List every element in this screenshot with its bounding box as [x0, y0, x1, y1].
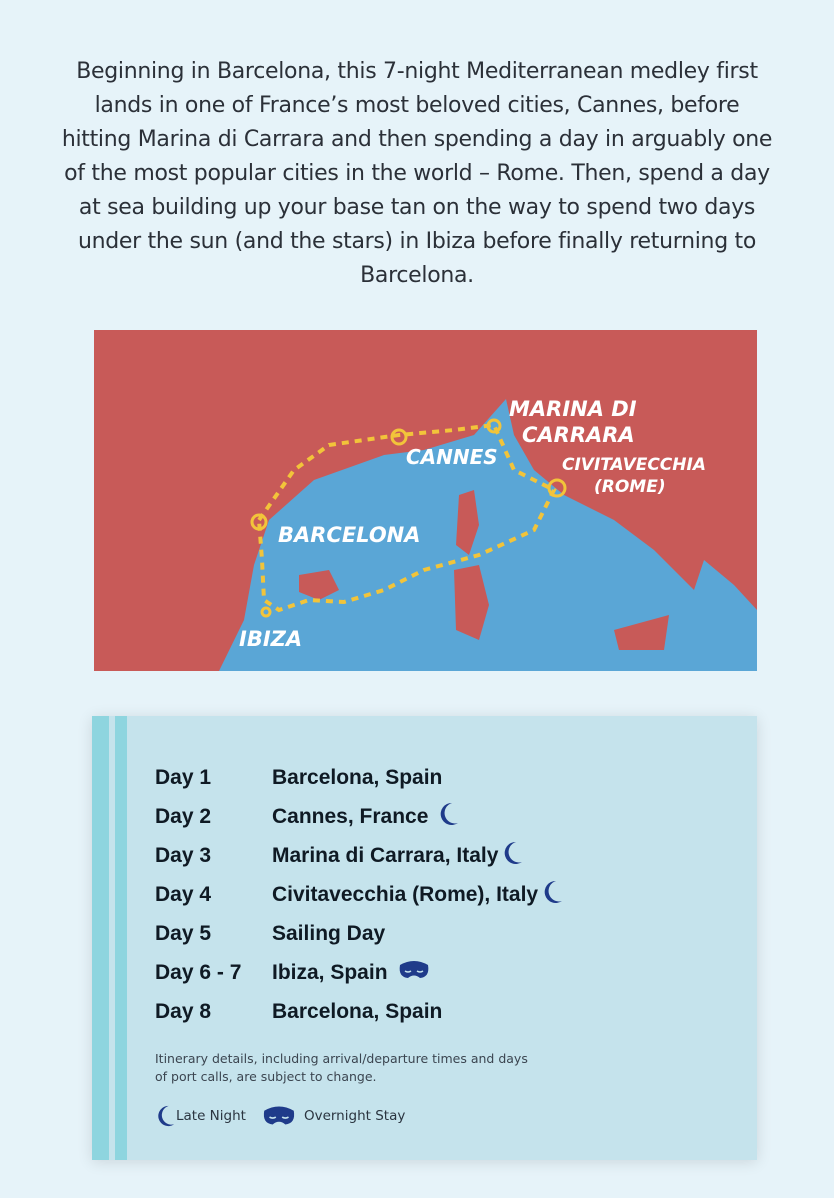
map-label-marina-1: MARINA DI — [509, 397, 637, 421]
map-label-cannes: CANNES — [406, 445, 498, 469]
map-label-civita-2: (ROME) — [594, 477, 666, 497]
intro-paragraph: Beginning in Barcelona, this 7-night Mediterranean medley first lands in one of France’s most beloved cities, Cannes, before hitting Marina di Carrara and then spending a day in arguably one of the most popular cities in the world – Rome. Then, spend a day at sea building up your base tan on the way to spend two days under the sun (and the stars) in Ibiza before finally returning to Barcelona. — [61, 59, 773, 288]
itinerary-row — [155, 953, 564, 992]
day-label: Day 6 - 7 — [155, 960, 242, 984]
map-label-ibiza: IBIZA — [239, 627, 303, 651]
itinerary-row — [155, 758, 564, 797]
place-label: Civitavecchia (Rome), Italy — [272, 882, 539, 906]
map-label-barcelona: BARCELONA — [278, 523, 421, 547]
place-label: Ibiza, Spain — [272, 960, 388, 984]
card-stripe — [92, 716, 109, 1160]
itinerary-card — [92, 716, 757, 1160]
moon-icon — [436, 801, 460, 833]
place-label: Barcelona, Spain — [272, 999, 443, 1023]
route-map — [94, 330, 757, 671]
place-label: Cannes, France — [272, 804, 429, 828]
place-label: Sailing Day — [272, 921, 386, 945]
itinerary-row — [155, 992, 564, 1031]
legend-overnight: Overnight Stay — [303, 1108, 406, 1124]
moon-icon — [500, 840, 524, 872]
card-stripe — [115, 716, 127, 1160]
sleep-mask-icon — [260, 1102, 298, 1130]
map-label-civita-1: CIVITAVECCHIA — [562, 455, 706, 475]
day-label: Day 4 — [155, 882, 212, 906]
moon-icon — [540, 879, 564, 911]
itinerary-row — [155, 875, 564, 914]
itinerary-disclaimer: Itinerary details, including arrival/departure times and days of port calls, are subject to change. — [155, 1051, 528, 1084]
itinerary-row — [155, 797, 564, 836]
legend-late-night: Late Night — [176, 1108, 246, 1124]
map-label-marina-2: CARRARA — [522, 423, 635, 447]
sleep-mask-icon — [396, 957, 432, 989]
day-label: Day 2 — [155, 804, 212, 828]
place-label: Marina di Carrara, Italy — [272, 843, 499, 867]
day-label: Day 1 — [155, 765, 212, 789]
day-label: Day 5 — [155, 921, 212, 945]
itinerary-row — [155, 914, 564, 953]
itinerary-row — [155, 836, 564, 875]
legend — [154, 1102, 419, 1130]
itinerary-list — [155, 758, 564, 1031]
day-label: Day 8 — [155, 999, 212, 1023]
place-label: Barcelona, Spain — [272, 765, 443, 789]
day-label: Day 3 — [155, 843, 212, 867]
moon-icon — [154, 1103, 176, 1129]
